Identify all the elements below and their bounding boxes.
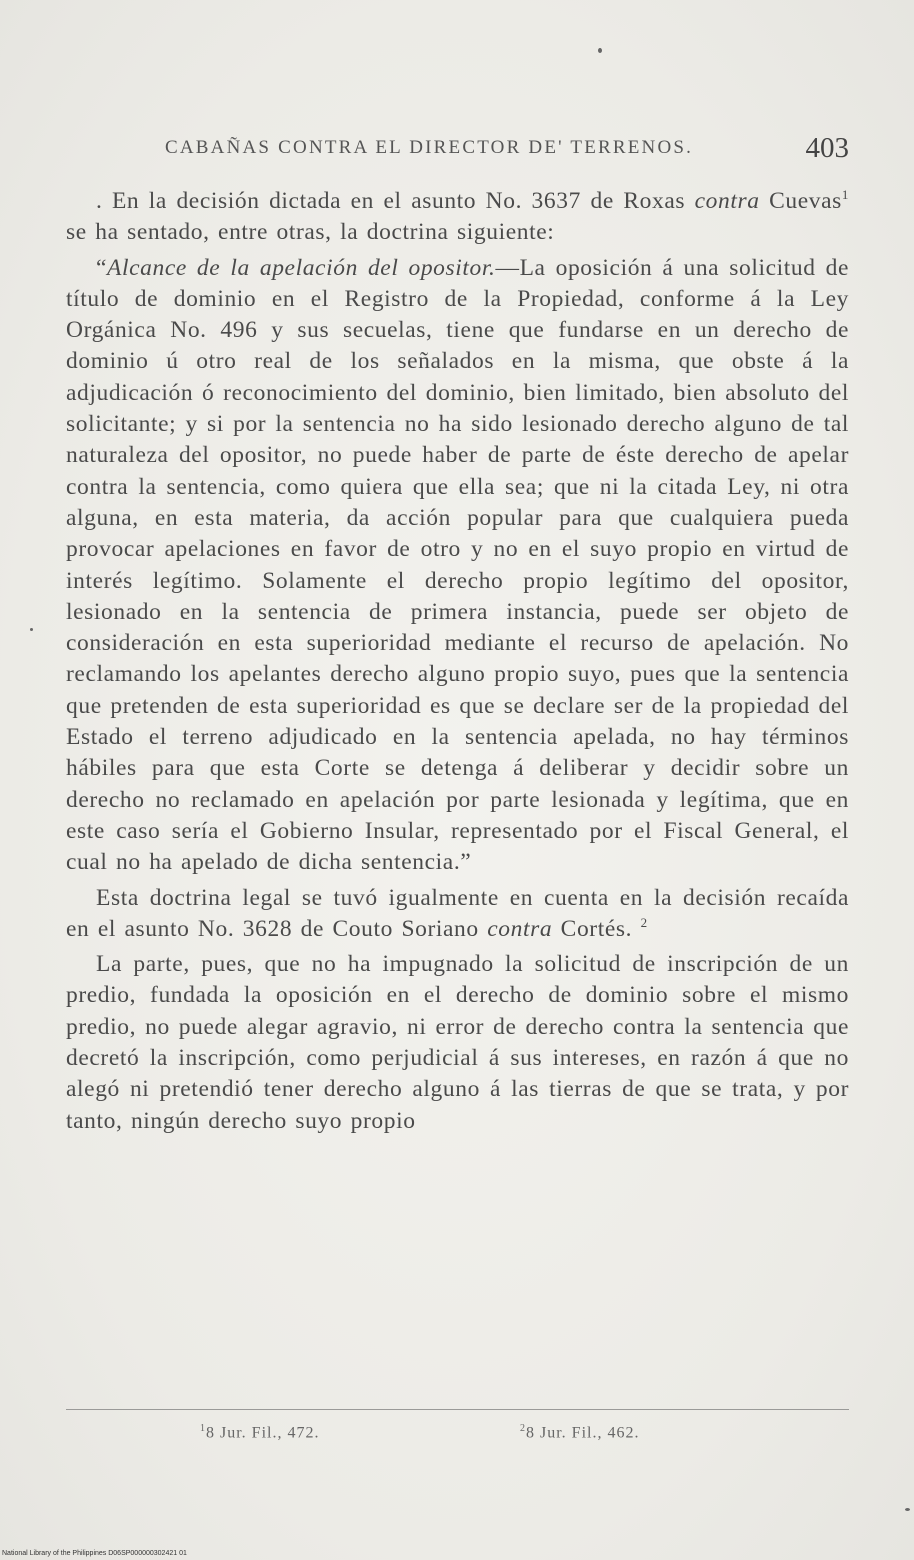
footnote-divider (66, 1409, 849, 1410)
ink-speck (30, 628, 33, 631)
paragraph-3: Esta doctrina legal se tuvó igualmente en cuenta en la decisión recaída en el asunto No. 3628 de Couto Soriano contra Cortés. $^2$ (66, 884, 849, 942)
footnote-ref-2: 2 (640, 915, 648, 930)
paragraph-2-quotation: “Alcance de la apelación del opositor.—La oposición á una solicitud de título de dominio en el Registro de la Propiedad, conforme á la Ley Orgánica No. 496 y sus secuelas, tiene que fundarse en un derecho de dominio ú otro real de los señalados en la misma, que obste á la adjudicación ó reconocimiento del dominio, bien limitado, bien absoluto del solicitante; y si por la sentencia no ha sido lesionado derecho alguno de tal naturaleza del opositor, no puede haber de parte de éste derecho de apelar contra la sentencia, como quiera que ella sea; que ni la citada Ley, ni otra alguna, en esta materia, da acción popular para que cualquiera pueda provocar apelaciones en favor de otro y no en el suyo propio en virtud de interés legítimo. Solamente el derecho propio legítimo del opositor, lesionado en la sentencia de primera instancia, puede ser objeto de consideración en esta superioridad mediante el recurso de apelación. No reclamando los apelantes derecho alguno propio suyo, pues que la sentencia que pretenden de esta superioridad es que se declare ser de la propiedad del Estado el terreno adjudicado en la sentencia apelada, no hay términos hábiles para que esta Corte se detenga á deliberar y decidir sobre un derecho no reclamado en apelación por parte lesionada y legítima, que en este caso sería el Gobierno Insular, representado por el Fiscal General, el cual no ha apelado de dicha sentencia.” (66, 254, 849, 876)
footnote-1: $^1$8 Jur. Fil., 472. (200, 1423, 320, 1442)
paragraph-1: . En la decisión dictada en el asunto No. 3637 de Roxas contra Cuevas$^1$ se ha sentado, entre otras, la doctrina siguiente: (66, 187, 849, 246)
footnote-ref-1: 1 (841, 187, 849, 203)
page-number: 403 (805, 132, 849, 164)
body-text (66, 186, 849, 1137)
ink-speck (598, 48, 602, 53)
page-header (165, 132, 855, 172)
running-title: CABAÑAS CONTRA EL DIRECTOR DE' TERRENOS. (165, 137, 694, 158)
library-stamp: National Library of the Philippines D06SP000000302421 01 (2, 1550, 187, 1557)
footnotes (0, 1423, 914, 1453)
footnote-2: $^2$8 Jur. Fil., 462. (520, 1423, 640, 1442)
ink-speck (905, 1508, 910, 1511)
paragraph-4: La parte, pues, que no ha impugnado la solicitud de inscripción de un predio, fundada la oposición en el derecho de dominio sobre el mismo predio, no puede alegar agravio, ni error de derecho contra la sentencia que decretó la inscripción, como perjudicial á sus intereses, en razón á que no alegó ni pretendió tener derecho alguno á las tierras de que se trata, y por tanto, ningún derecho suyo propio (66, 951, 849, 1134)
